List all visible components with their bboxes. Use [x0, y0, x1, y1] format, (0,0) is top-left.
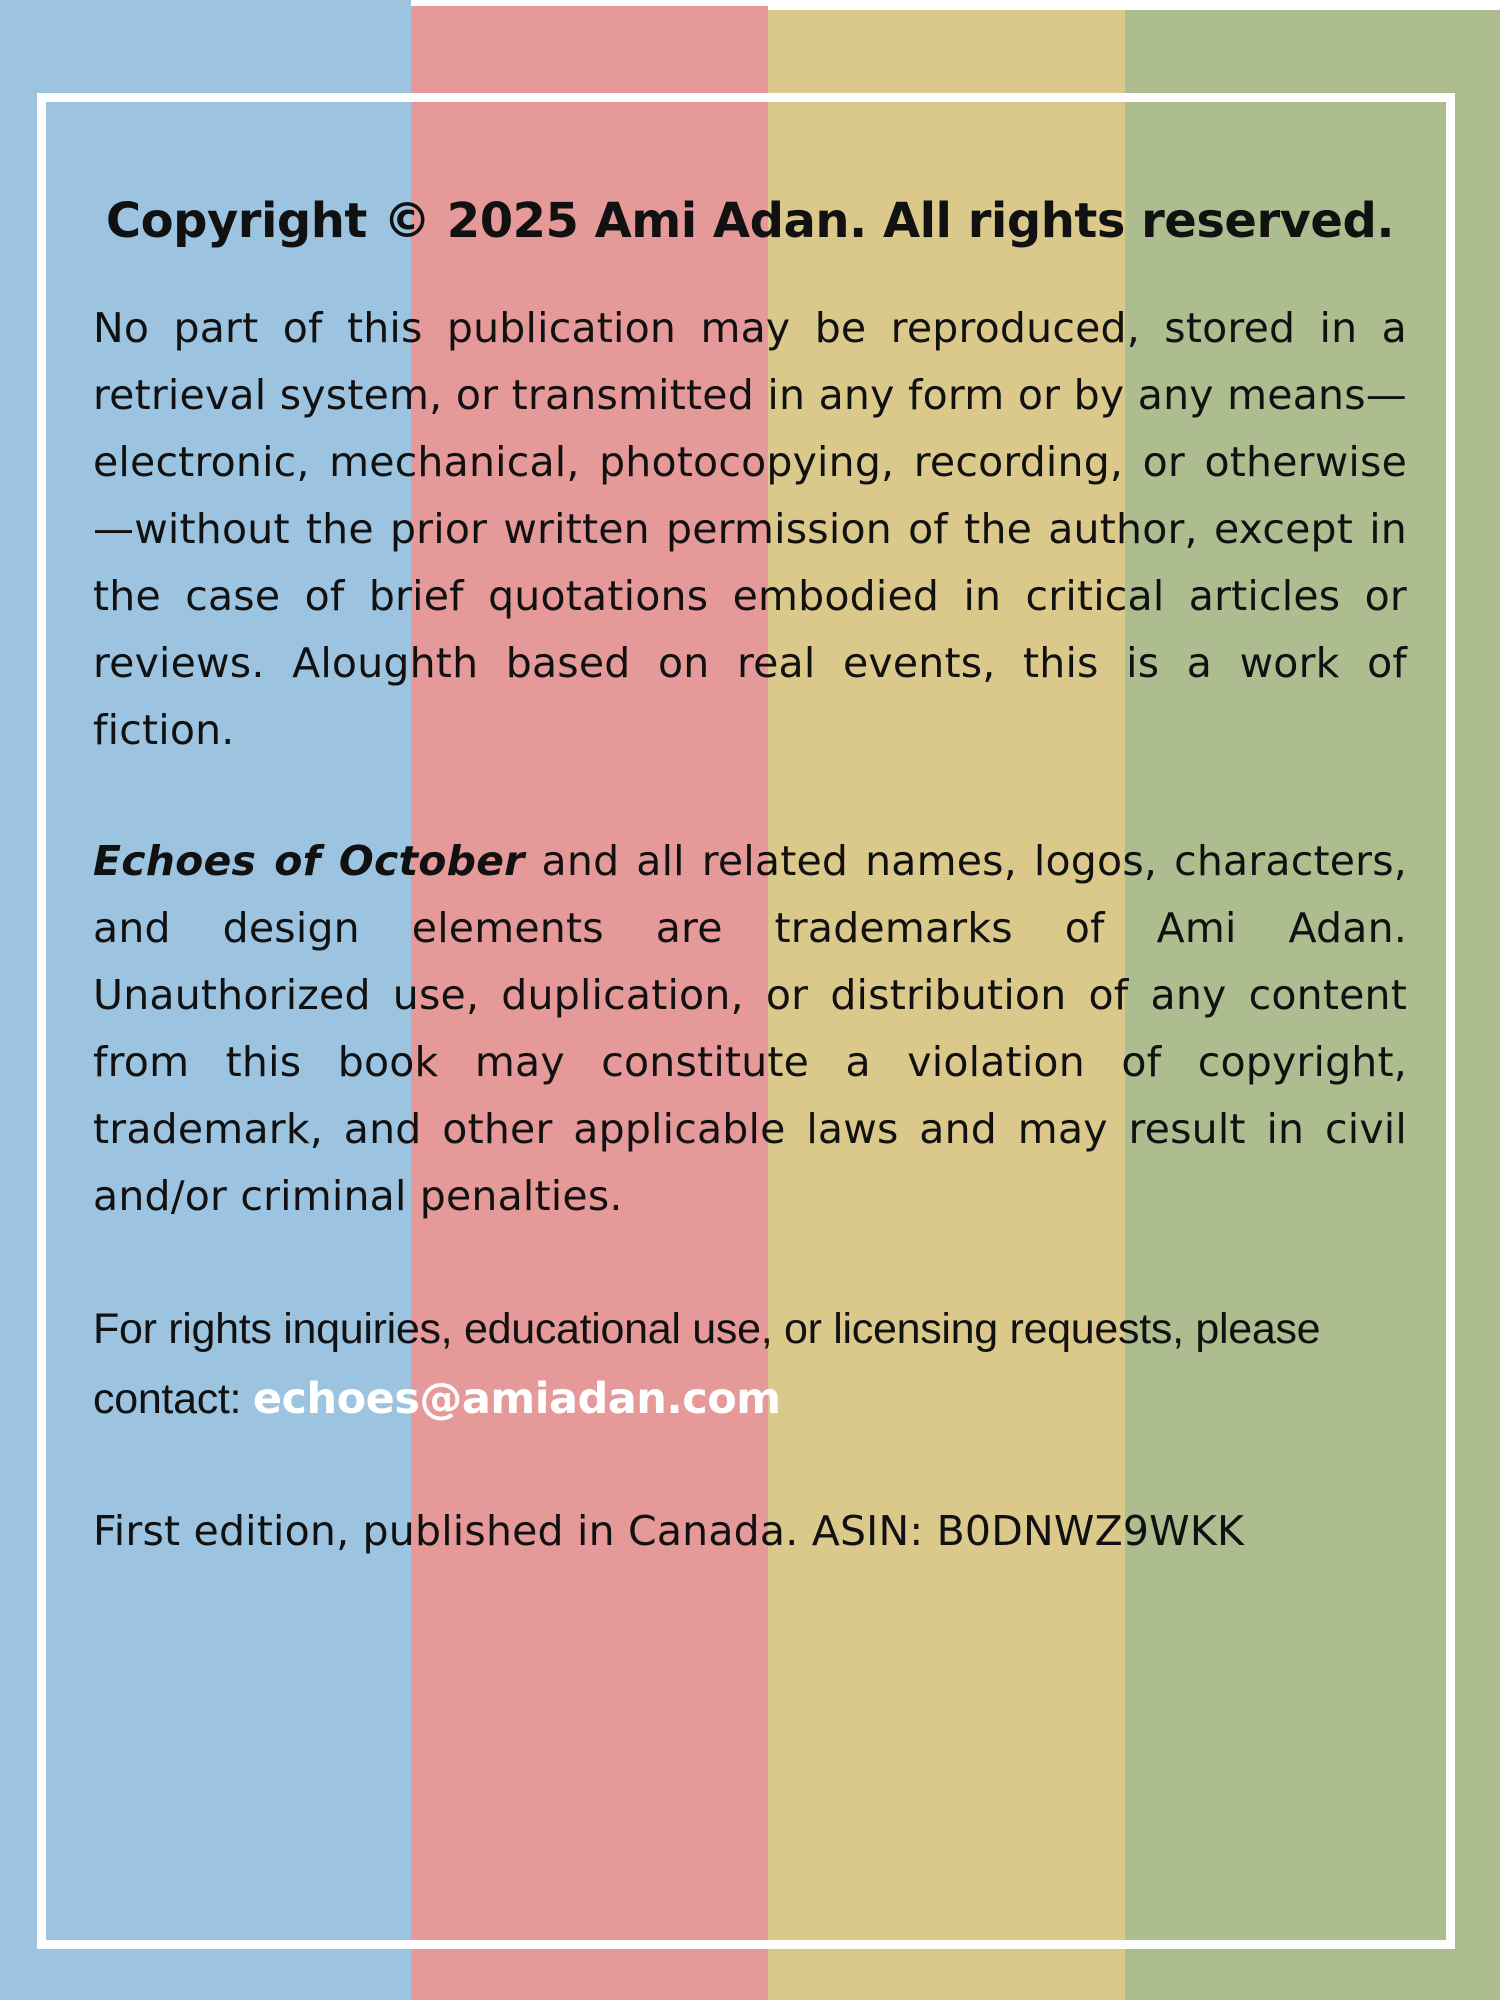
copyright-content: [93, 185, 1407, 1565]
contact-paragraph: [93, 1294, 1407, 1434]
edition-line: First edition, published in Canada. ASIN: B0DNWZ9WKK: [93, 1507, 1245, 1555]
trademark-paragraph: [93, 828, 1407, 1230]
book-title: Echoes of October: [93, 837, 525, 885]
contact-email-link[interactable]: echoes@amiadan.com: [252, 1374, 781, 1424]
contact-text: For rights inquiries, educational use, or licensing requests, please contact:: [93, 1305, 1321, 1423]
rights-paragraph: No part of this publication may be reproduced, stored in a retrieval system, or transmitted in any form or by any means—electronic, mechanical, photocopying, recording, or otherwise—without the prior written permission of the author, except in the case of brief quotations embodied in critical articles or reviews. Aloughth based on real events, this is a work of fiction.: [93, 304, 1407, 754]
trademark-text: and all related names, logos, characters, and design elements are trademarks of Ami Adan. Unauthorized use, duplication, or distribution of any content from this book may constitute a violation of copyright, trademark, and other applicable laws and may result in civil and/or criminal penalties.: [93, 837, 1407, 1220]
copyright-heading: Copyright © 2025 Ami Adan. All rights reserved.: [105, 193, 1395, 249]
